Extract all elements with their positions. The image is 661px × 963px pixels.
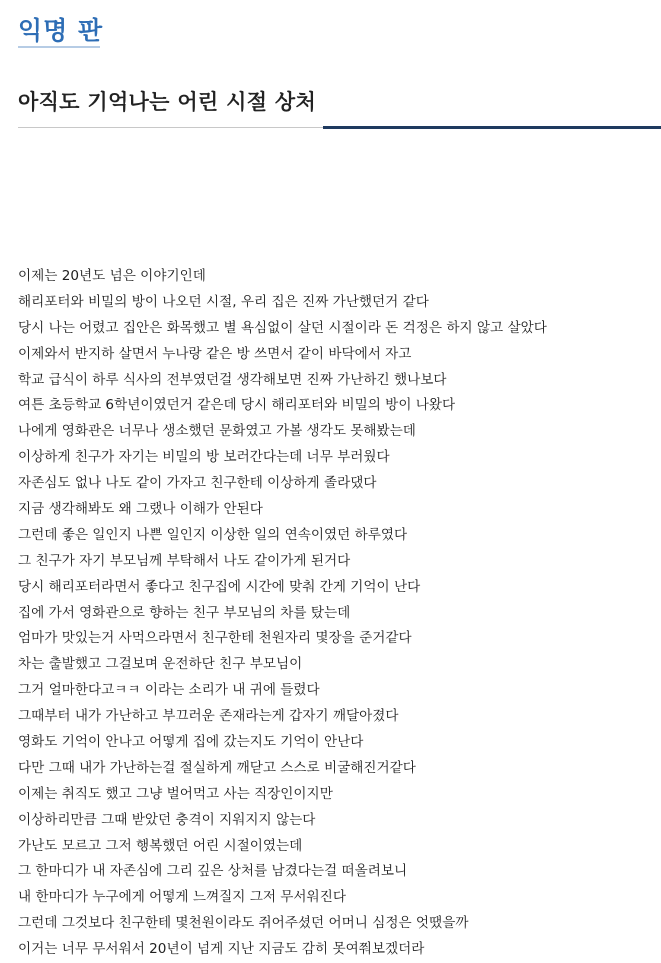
divider-light-segment bbox=[18, 127, 323, 128]
post-line: 그 친구가 자기 부모님께 부탁해서 나도 같이가게 된거다 bbox=[18, 552, 351, 569]
post-line: 그런데 좋은 일인지 나쁜 일인지 이상한 일의 연속이였던 하루였다 bbox=[18, 526, 408, 543]
post-line: 차는 출발했고 그걸보며 운전하단 친구 부모님이 bbox=[18, 656, 303, 673]
post-title: 아직도 기억나는 어린 시절 상처 bbox=[18, 90, 317, 114]
post-line: 그때부터 내가 가난하고 부끄러운 존재라는게 갑자기 깨달아졌다 bbox=[18, 708, 399, 725]
post-line: 다만 그때 내가 가난하는걸 절실하게 깨닫고 스스로 비굴해진거같다 bbox=[18, 759, 416, 776]
post-line: 지금 생각해봐도 왜 그랬나 이해가 안된다 bbox=[18, 501, 263, 518]
post-body bbox=[18, 264, 658, 963]
post-line: 영화도 기억이 안나고 어떻게 집에 갔는지도 기억이 안난다 bbox=[18, 734, 364, 751]
board-title[interactable]: 익명 판 bbox=[18, 16, 104, 45]
post-line: 나에게 영화관은 너무나 생소했던 문화였고 가볼 생각도 못해봤는데 bbox=[18, 423, 416, 440]
board-title-underline bbox=[18, 46, 100, 48]
post-line: 그거 얼마한다고ㅋㅋ 이라는 소리가 내 귀에 들렸다 bbox=[18, 682, 320, 699]
title-divider bbox=[18, 126, 661, 130]
post-line: 이거는 너무 무서워서 20년이 넘게 지난 지금도 감히 못여쭤보겠더라 bbox=[18, 941, 425, 958]
post-line: 집에 가서 영화관으로 향하는 친구 부모님의 차를 탔는데 bbox=[18, 604, 351, 621]
post-line: 내 한마디가 누구에게 어떻게 느껴질지 그저 무서워진다 bbox=[18, 889, 346, 906]
post-line: 이제는 취직도 했고 그냥 벌어먹고 사는 직장인이지만 bbox=[18, 785, 333, 802]
post-line: 엄마가 맛있는거 사먹으라면서 친구한테 천원자리 몇장을 준거같다 bbox=[18, 630, 412, 647]
post-line: 이상하리만큼 그때 받았던 충격이 지워지지 않는다 bbox=[18, 811, 316, 828]
post-line: 자존심도 없나 나도 같이 가자고 친구한테 이상하게 졸라댔다 bbox=[18, 475, 377, 492]
divider-dark-segment bbox=[323, 126, 661, 129]
post-line: 여튼 초등학교 6학년이였던거 같은데 당시 해리포터와 비밀의 방이 나왔다 bbox=[18, 397, 456, 414]
post-line: 그런데 그것보다 친구한테 몇천원이라도 쥐어주셨던 어머니 심정은 엇땠을까 bbox=[18, 915, 469, 932]
post-line: 이제는 20년도 넘은 이야기인데 bbox=[18, 268, 206, 284]
post-line: 이상하게 친구가 자기는 비밀의 방 보러간다는데 너무 부러웠다 bbox=[18, 449, 390, 466]
post-line: 당시 해리포터라면서 좋다고 친구집에 시간에 맞춰 간게 기억이 난다 bbox=[18, 578, 421, 595]
post-line: 가난도 모르고 그저 행복했던 어린 시절이였는데 bbox=[18, 837, 303, 854]
post-line: 그 한마디가 내 자존심에 그리 깊은 상처를 남겼다는걸 떠올려보니 bbox=[18, 863, 408, 880]
post-line: 학교 급식이 하루 식사의 전부였던걸 생각해보면 진짜 가난하긴 했나보다 bbox=[18, 371, 447, 388]
post-line: 당시 나는 어렸고 집안은 화목했고 별 욕심없이 살던 시절이라 돈 걱정은 하지 않고 살았다 bbox=[18, 319, 547, 336]
post-line: 해리포터와 비밀의 방이 나오던 시절, 우리 집은 진짜 가난했던거 같다 bbox=[18, 293, 429, 310]
post-line: 이제와서 반지하 살면서 누나랑 같은 방 쓰면서 같이 바닥에서 자고 bbox=[18, 345, 412, 362]
